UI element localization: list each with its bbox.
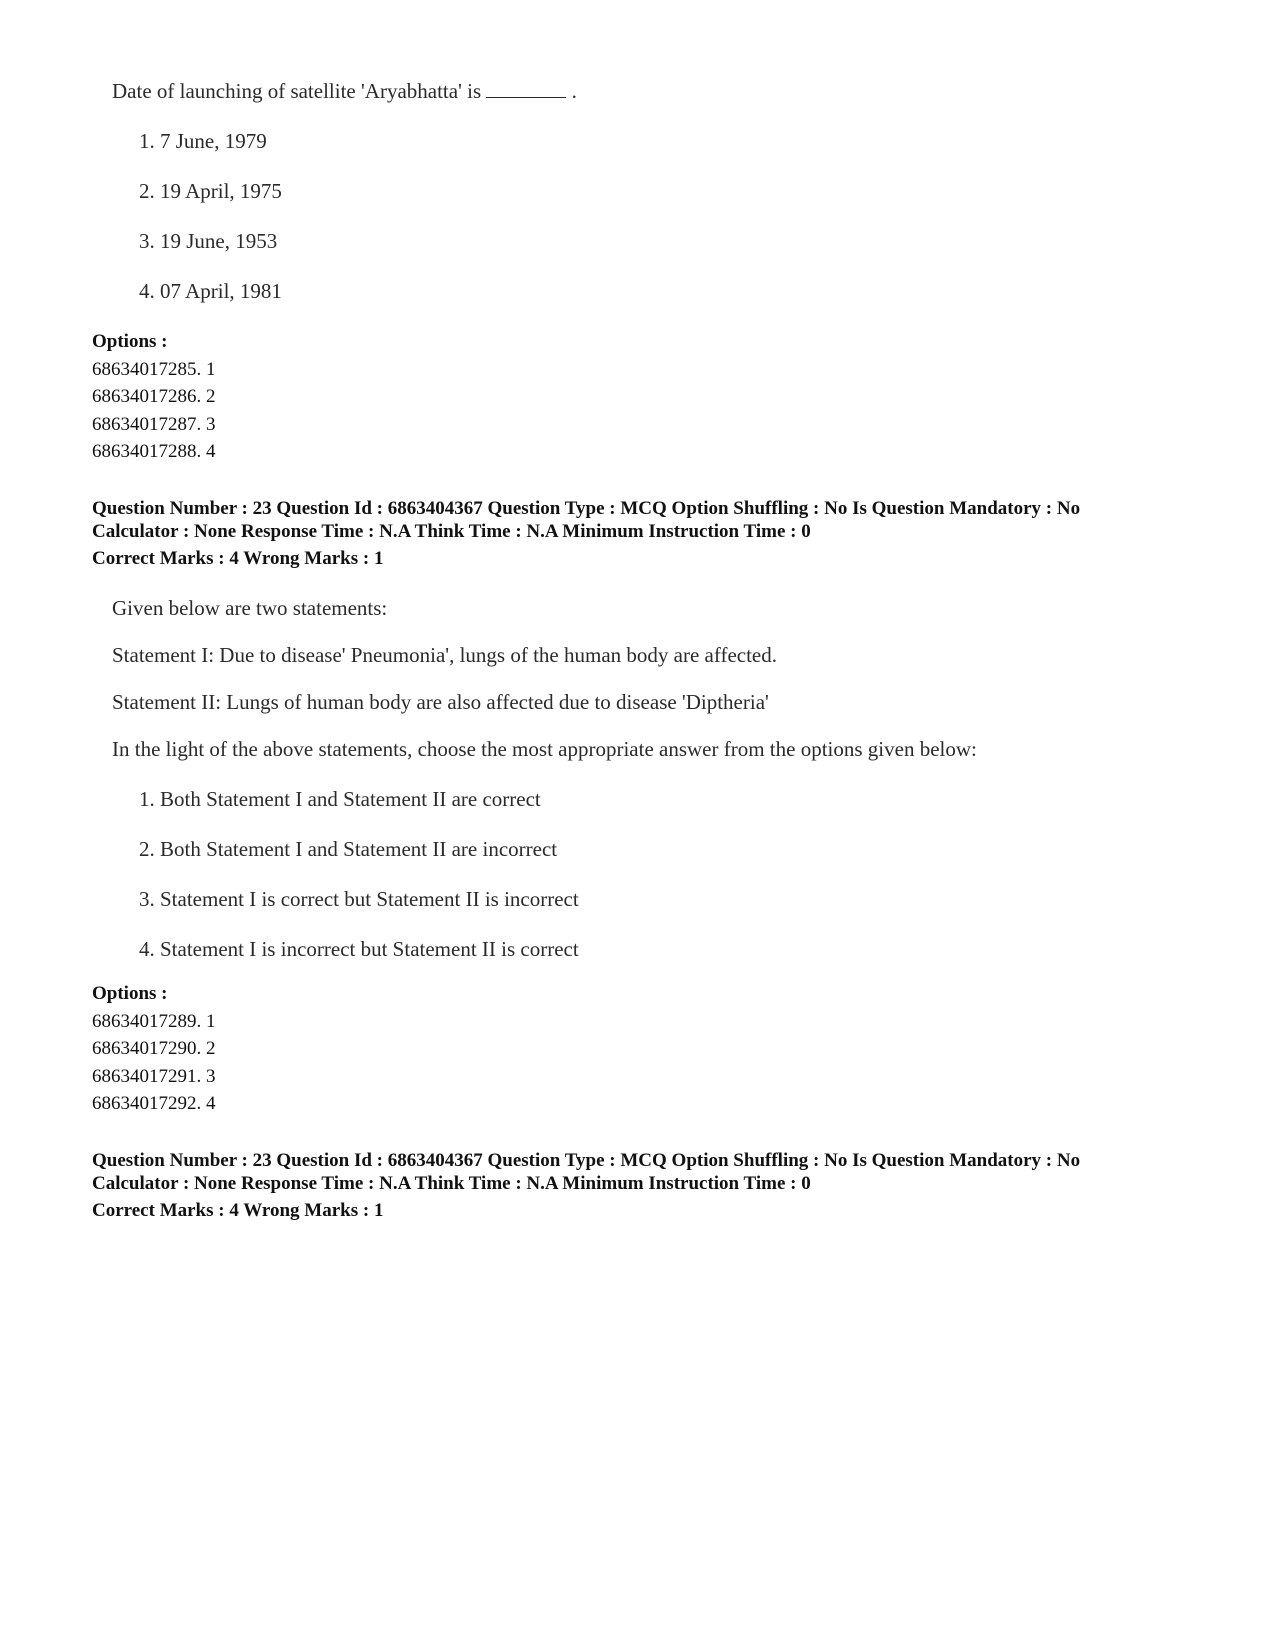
options-title: Options : (92, 331, 168, 352)
question-2-body (112, 596, 977, 962)
question-2-choices (112, 787, 977, 962)
option-item: 68634017292. 4 (92, 1093, 216, 1114)
question-1-choice: 2. 19 April, 1975 (139, 179, 282, 203)
marks-line: Correct Marks : 4 Wrong Marks : 1 (92, 548, 384, 569)
question-2-choice: 2. Both Statement I and Statement II are incorrect (139, 837, 558, 861)
question-1-options (92, 328, 216, 466)
question-1-stem (112, 79, 577, 104)
question-1-body (112, 79, 577, 304)
question-2-intro: Given below are two statements: (112, 596, 388, 620)
question-meta-line: Calculator : None Response Time : N.A Think Time : N.A Minimum Instruction Time : 0 (92, 1173, 811, 1194)
question-2-statement-2: Statement II: Lungs of human body are also affected due to disease 'Diptheria' (112, 690, 769, 714)
option-item: 68634017286. 2 (92, 386, 216, 407)
question-1-choice: 1. 7 June, 1979 (139, 129, 267, 153)
question-meta-line: Question Number : 23 Question Id : 6863404367 Question Type : MCQ Option Shuffling : No Is Question Mandatory : No (92, 498, 1081, 519)
option-item: 68634017291. 3 (92, 1065, 216, 1087)
option-item: 68634017287. 3 (92, 413, 216, 435)
question-meta-2 (92, 1149, 1202, 1222)
option-item: 68634017285. 1 (92, 358, 216, 380)
question-meta-line: Question Number : 23 Question Id : 6863404367 Question Type : MCQ Option Shuffling : No Is Question Mandatory : No (92, 1150, 1081, 1171)
question-1-choices (112, 129, 577, 304)
question-1-choice: 3. 19 June, 1953 (139, 229, 278, 253)
question-1-stem-text: Date of launching of satellite 'Aryabhatta' is (112, 79, 482, 103)
question-1-choice: 4. 07 April, 1981 (139, 279, 282, 303)
question-2-options (92, 980, 216, 1118)
option-item: 68634017288. 4 (92, 441, 216, 462)
question-1-stem-end: . (571, 79, 577, 103)
options-title: Options : (92, 983, 168, 1004)
answer-blank (486, 79, 566, 98)
question-2-choice: 1. Both Statement I and Statement II are correct (139, 787, 541, 811)
question-2-statement-1: Statement I: Due to disease' Pneumonia', lungs of the human body are affected. (112, 643, 777, 667)
option-item: 68634017289. 1 (92, 1010, 216, 1032)
question-2-choice: 3. Statement I is correct but Statement II is incorrect (139, 887, 579, 911)
question-meta-line: Calculator : None Response Time : N.A Think Time : N.A Minimum Instruction Time : 0 (92, 521, 811, 542)
option-item: 68634017290. 2 (92, 1038, 216, 1059)
question-meta-1 (92, 497, 1202, 570)
marks-line: Correct Marks : 4 Wrong Marks : 1 (92, 1200, 384, 1221)
question-2-instruction: In the light of the above statements, choose the most appropriate answer from the options given below: (112, 737, 977, 761)
question-2-choice: 4. Statement I is incorrect but Statement II is correct (139, 937, 579, 961)
